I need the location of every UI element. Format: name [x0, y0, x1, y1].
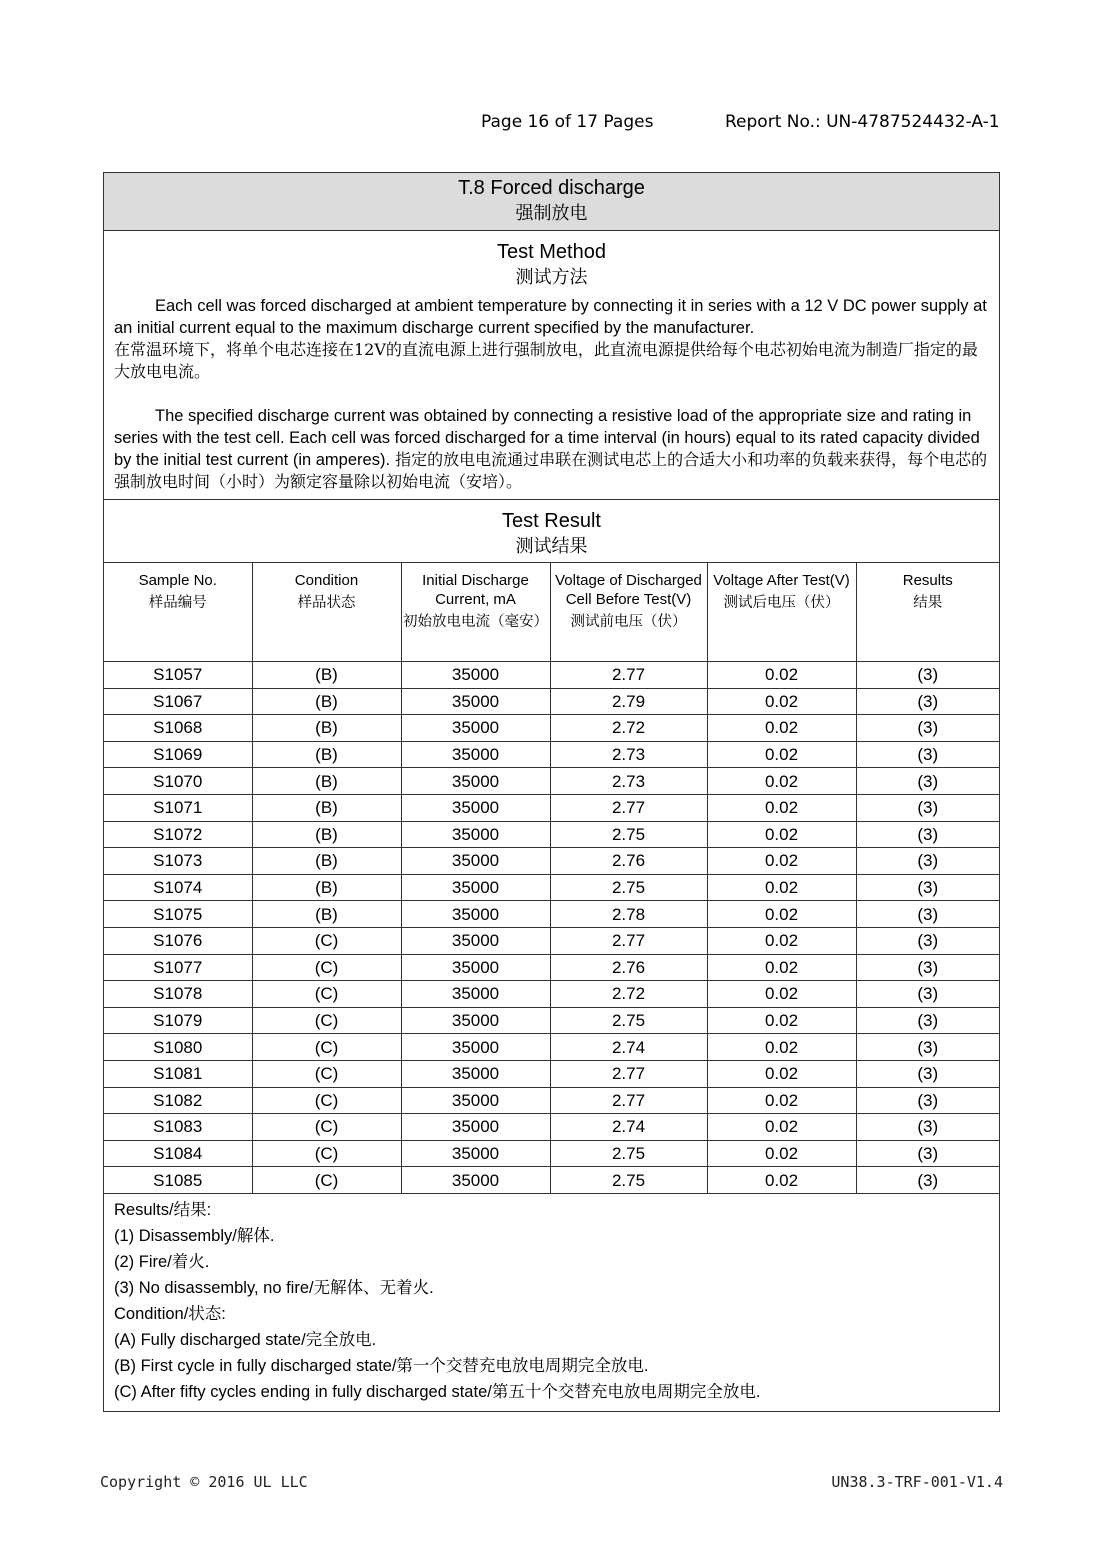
table-cell: 2.77: [550, 662, 707, 689]
table-cell: S1068: [104, 715, 252, 742]
table-cell: (B): [252, 821, 401, 848]
table-cell: S1074: [104, 874, 252, 901]
table-cell: 2.77: [550, 1060, 707, 1087]
table-row: [104, 954, 999, 981]
section-title-cn: 强制放电: [515, 203, 588, 224]
method-paragraph-2-cn: 指定的放电电流通过串联在测试电芯上的合适大小和功率的负载来获得，每个电芯的强制放电时间（小时）为额定容量除以初始电流（安培）。: [114, 450, 988, 491]
table-row: [104, 901, 999, 928]
table-cell: (B): [252, 768, 401, 795]
table-cell: S1078: [104, 981, 252, 1008]
table-row: [104, 981, 999, 1008]
test-result-title-cn: 测试结果: [515, 536, 588, 557]
page-header: [0, 112, 1100, 140]
table-row: [104, 1060, 999, 1087]
table-cell: (3): [856, 1140, 999, 1167]
table-cell: 0.02: [707, 1114, 856, 1141]
table-cell: 35000: [401, 688, 550, 715]
table-cell: 0.02: [707, 741, 856, 768]
col-initial-current: Initial Discharge Current, mA 初始放电电流（毫安）: [401, 563, 550, 662]
table-cell: 0.02: [707, 1140, 856, 1167]
table-cell: (B): [252, 741, 401, 768]
table-cell: S1084: [104, 1140, 252, 1167]
table-cell: 0.02: [707, 1060, 856, 1087]
table-cell: (3): [856, 927, 999, 954]
table-cell: 35000: [401, 662, 550, 689]
test-result-title-en: Test Result: [502, 510, 601, 532]
table-cell: S1081: [104, 1060, 252, 1087]
results-header-row: [104, 563, 999, 662]
table-cell: 35000: [401, 1060, 550, 1087]
table-cell: S1082: [104, 1087, 252, 1114]
table-cell: 35000: [401, 1087, 550, 1114]
results-table-body: [104, 662, 999, 1194]
table-cell: 2.73: [550, 741, 707, 768]
table-cell: (B): [252, 901, 401, 928]
table-row: [104, 1114, 999, 1141]
table-row: [104, 794, 999, 821]
table-row: [104, 662, 999, 689]
table-cell: 2.77: [550, 1087, 707, 1114]
report-number: Report No.: UN-4787524432-A-1: [725, 112, 1000, 132]
table-cell: 2.77: [550, 794, 707, 821]
results-notes: [104, 1194, 999, 1411]
table-cell: 2.75: [550, 1140, 707, 1167]
table-cell: 0.02: [707, 927, 856, 954]
col-results: Results 结果: [856, 563, 999, 662]
test-method-title-en: Test Method: [497, 241, 606, 263]
table-cell: S1076: [104, 927, 252, 954]
table-cell: (3): [856, 901, 999, 928]
col-sample-no: Sample No. 样品编号: [104, 563, 252, 662]
method-paragraph-2-en: The specified discharge current was obtained by connecting a resistive load of the appropriate size and rating in series with the test cell. Each cell was forced discharged for a time interval (in hours) equal to its rated capacity divided by the initial test current (in amperes).: [114, 407, 980, 469]
table-cell: S1073: [104, 848, 252, 875]
table-cell: S1079: [104, 1007, 252, 1034]
table-cell: 35000: [401, 981, 550, 1008]
section-title: [104, 173, 999, 231]
table-cell: S1080: [104, 1034, 252, 1061]
table-cell: (3): [856, 821, 999, 848]
table-cell: (3): [856, 662, 999, 689]
table-row: [104, 848, 999, 875]
note-line: (2) Fire/着火.: [114, 1252, 210, 1271]
table-cell: S1069: [104, 741, 252, 768]
table-cell: 0.02: [707, 1167, 856, 1194]
table-cell: 35000: [401, 848, 550, 875]
col-condition: Condition 样品状态: [252, 563, 401, 662]
table-cell: (C): [252, 927, 401, 954]
note-line: (A) Fully discharged state/完全放电.: [114, 1330, 377, 1349]
table-row: [104, 741, 999, 768]
table-cell: (C): [252, 1114, 401, 1141]
table-cell: 35000: [401, 741, 550, 768]
table-cell: 35000: [401, 927, 550, 954]
method-paragraph-1: [114, 295, 989, 339]
table-cell: 2.75: [550, 1007, 707, 1034]
table-cell: 2.79: [550, 688, 707, 715]
table-cell: 35000: [401, 768, 550, 795]
table-cell: 2.73: [550, 768, 707, 795]
table-cell: 0.02: [707, 848, 856, 875]
table-cell: 2.72: [550, 715, 707, 742]
table-cell: (3): [856, 954, 999, 981]
table-cell: 2.75: [550, 1167, 707, 1194]
table-cell: 2.75: [550, 821, 707, 848]
table-cell: (3): [856, 848, 999, 875]
table-cell: (3): [856, 741, 999, 768]
table-cell: 2.77: [550, 927, 707, 954]
table-cell: 35000: [401, 794, 550, 821]
table-cell: 35000: [401, 1034, 550, 1061]
method-paragraph-1-cn: 在常温环境下，将单个电芯连接在12V的直流电源上进行强制放电，此直流电源提供给每个电芯初始电流为制造厂指定的最大放电电流。: [114, 340, 978, 381]
table-cell: 2.75: [550, 874, 707, 901]
table-cell: S1070: [104, 768, 252, 795]
table-cell: (3): [856, 1060, 999, 1087]
table-row: [104, 1007, 999, 1034]
table-row: [104, 821, 999, 848]
table-cell: 0.02: [707, 1087, 856, 1114]
table-cell: 0.02: [707, 981, 856, 1008]
table-cell: (B): [252, 874, 401, 901]
table-cell: (3): [856, 1007, 999, 1034]
table-cell: S1075: [104, 901, 252, 928]
table-cell: 35000: [401, 901, 550, 928]
table-cell: S1067: [104, 688, 252, 715]
col-voltage-before: Voltage of Discharged Cell Before Test(V) 测试前电压（伏）: [550, 563, 707, 662]
table-row: [104, 688, 999, 715]
table-cell: 0.02: [707, 768, 856, 795]
table-cell: 0.02: [707, 688, 856, 715]
note-line: (B) First cycle in fully discharged state/第一个交替充电放电周期完全放电.: [114, 1356, 649, 1375]
table-cell: (B): [252, 715, 401, 742]
table-cell: (C): [252, 954, 401, 981]
note-line: Results/结果:: [114, 1200, 212, 1219]
table-cell: (C): [252, 1007, 401, 1034]
table-cell: (3): [856, 715, 999, 742]
table-row: [104, 1140, 999, 1167]
table-cell: (B): [252, 794, 401, 821]
table-cell: (3): [856, 1087, 999, 1114]
table-cell: (3): [856, 794, 999, 821]
table-cell: 2.72: [550, 981, 707, 1008]
test-method-heading: [104, 231, 999, 291]
table-cell: 2.76: [550, 848, 707, 875]
report-frame: [103, 172, 1000, 1412]
table-row: [104, 874, 999, 901]
table-cell: 35000: [401, 1114, 550, 1141]
note-line: Condition/状态:: [114, 1304, 226, 1323]
table-cell: (3): [856, 874, 999, 901]
table-cell: 0.02: [707, 1034, 856, 1061]
table-cell: (B): [252, 688, 401, 715]
table-row: [104, 768, 999, 795]
table-cell: 35000: [401, 1007, 550, 1034]
test-result-heading: [104, 500, 999, 563]
copyright-text: Copyright © 2016 UL LLC: [100, 1473, 308, 1491]
table-cell: S1072: [104, 821, 252, 848]
method-paragraph-1-en: Each cell was forced discharged at ambient temperature by connecting it in series with a 12 V DC power supply at an initial current equal to the maximum discharge current specified by the manufacturer.: [114, 297, 987, 337]
table-cell: (C): [252, 1167, 401, 1194]
table-cell: (C): [252, 981, 401, 1008]
table-cell: 2.76: [550, 954, 707, 981]
table-cell: 35000: [401, 954, 550, 981]
table-cell: (C): [252, 1060, 401, 1087]
table-cell: 0.02: [707, 1007, 856, 1034]
results-table: [104, 563, 999, 1194]
table-row: [104, 1167, 999, 1194]
note-line: (1) Disassembly/解体.: [114, 1226, 275, 1245]
table-cell: 35000: [401, 874, 550, 901]
table-cell: 0.02: [707, 821, 856, 848]
table-cell: 0.02: [707, 901, 856, 928]
table-cell: S1077: [104, 954, 252, 981]
table-cell: 2.74: [550, 1114, 707, 1141]
table-cell: 35000: [401, 1167, 550, 1194]
table-row: [104, 1034, 999, 1061]
table-cell: 0.02: [707, 794, 856, 821]
test-method-body: [104, 291, 999, 500]
table-cell: S1057: [104, 662, 252, 689]
table-cell: 0.02: [707, 954, 856, 981]
table-cell: (3): [856, 688, 999, 715]
table-row: [104, 927, 999, 954]
table-cell: 2.74: [550, 1034, 707, 1061]
table-cell: (3): [856, 1167, 999, 1194]
table-cell: (B): [252, 662, 401, 689]
table-cell: (C): [252, 1140, 401, 1167]
table-cell: S1085: [104, 1167, 252, 1194]
table-row: [104, 715, 999, 742]
table-cell: (3): [856, 1114, 999, 1141]
table-cell: S1071: [104, 794, 252, 821]
table-cell: 0.02: [707, 662, 856, 689]
table-cell: 0.02: [707, 715, 856, 742]
table-cell: S1083: [104, 1114, 252, 1141]
note-line: (3) No disassembly, no fire/无解体、无着火.: [114, 1278, 434, 1297]
table-cell: (3): [856, 768, 999, 795]
table-cell: 2.78: [550, 901, 707, 928]
table-cell: (3): [856, 981, 999, 1008]
table-cell: 0.02: [707, 874, 856, 901]
table-cell: (3): [856, 1034, 999, 1061]
form-id: UN38.3-TRF-001-V1.4: [831, 1473, 1003, 1491]
table-cell: (C): [252, 1087, 401, 1114]
section-title-en: T.8 Forced discharge: [458, 177, 645, 199]
col-voltage-after: Voltage After Test(V) 测试后电压（伏）: [707, 563, 856, 662]
method-paragraph-2: [114, 405, 989, 493]
page-number: Page 16 of 17 Pages: [481, 112, 654, 132]
test-method-title-cn: 测试方法: [515, 267, 588, 288]
table-row: [104, 1087, 999, 1114]
note-line: (C) After fifty cycles ending in fully discharged state/第五十个交替充电放电周期完全放电.: [114, 1382, 761, 1401]
table-cell: 35000: [401, 1140, 550, 1167]
table-cell: (C): [252, 1034, 401, 1061]
table-cell: (B): [252, 848, 401, 875]
table-cell: 35000: [401, 821, 550, 848]
table-cell: 35000: [401, 715, 550, 742]
